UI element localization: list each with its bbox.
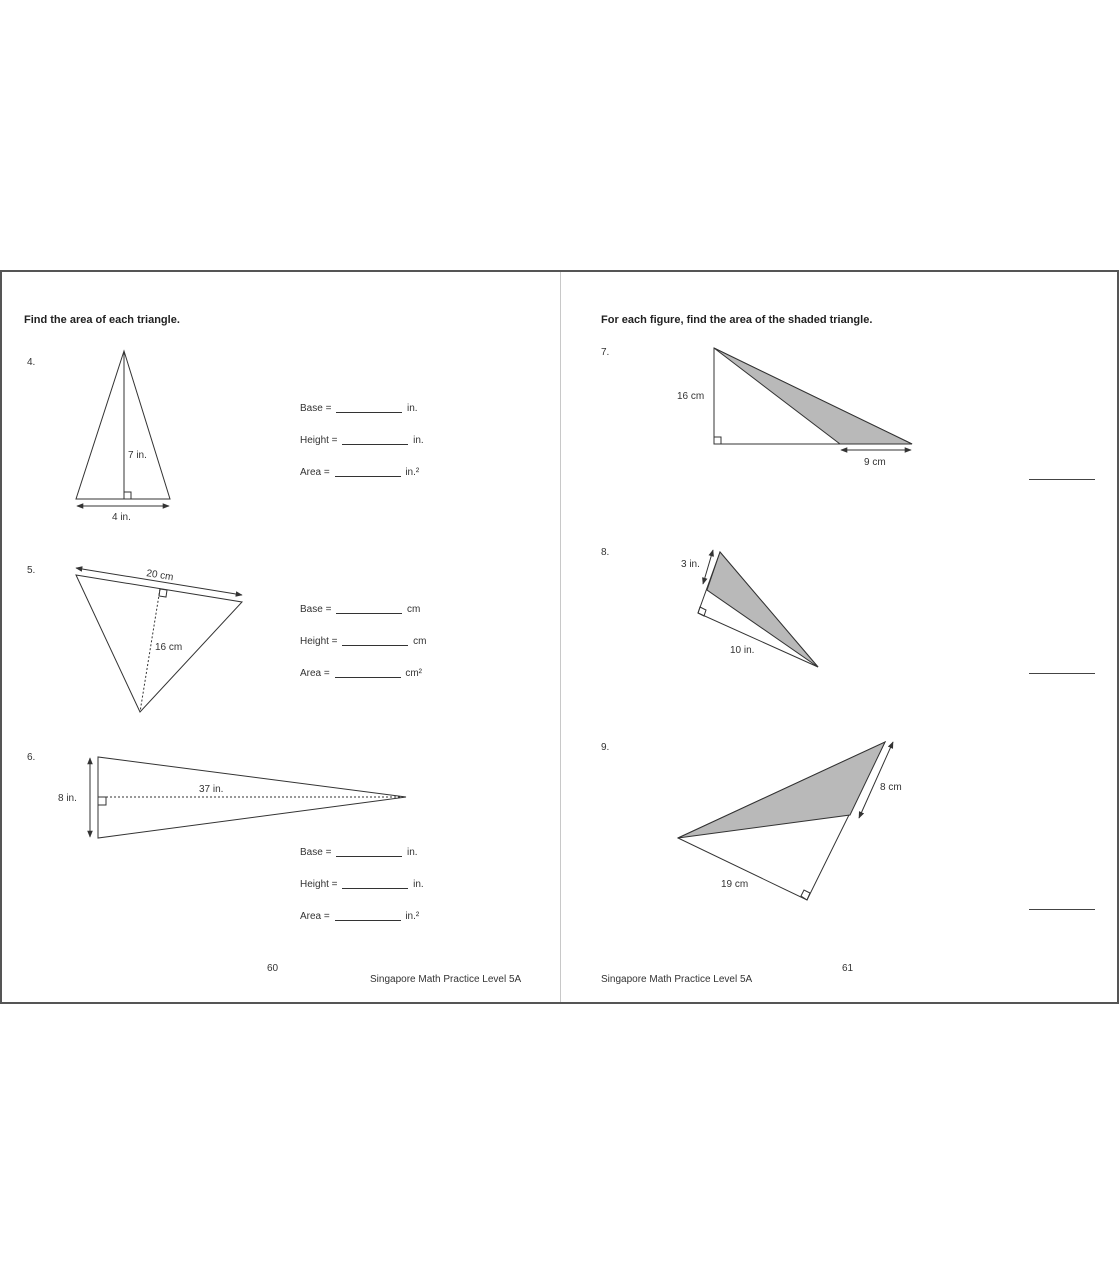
problem-4-base-label: 4 in. bbox=[112, 512, 131, 523]
height-unit: cm bbox=[413, 636, 427, 647]
height-unit: in. bbox=[413, 879, 424, 890]
left-page-number: 60 bbox=[267, 963, 279, 974]
area-unit: in.² bbox=[405, 467, 420, 478]
problem-5-base-label: 20 cm bbox=[145, 568, 175, 584]
problem-9-figure bbox=[678, 742, 893, 900]
base-unit: in. bbox=[406, 847, 418, 858]
height-label: Height = bbox=[300, 879, 338, 890]
problem-9-base-label: 19 cm bbox=[721, 879, 749, 890]
problem-6-height-label: 37 in. bbox=[199, 784, 224, 795]
right-page-number: 61 bbox=[842, 963, 854, 974]
right-page-footer: Singapore Math Practice Level 5A bbox=[601, 974, 753, 985]
problem-4-height-label: 7 in. bbox=[128, 450, 147, 461]
right-page-heading: For each figure, find the area of the shaded triangle. bbox=[601, 314, 873, 326]
height-label: Height = bbox=[300, 435, 338, 446]
area-label: Area = bbox=[300, 668, 330, 679]
problem-7-number: 7. bbox=[601, 347, 610, 358]
base-unit: in. bbox=[406, 403, 418, 414]
problem-8-side-label: 3 in. bbox=[681, 559, 700, 570]
problem-8-number: 8. bbox=[601, 547, 610, 558]
problem-4-triangle bbox=[76, 351, 170, 499]
problem-4-figure bbox=[76, 351, 170, 506]
base-label: Base = bbox=[300, 403, 332, 414]
base-label: Base = bbox=[300, 847, 332, 858]
problem-7-figure bbox=[714, 348, 912, 450]
problem-6-number: 6. bbox=[27, 752, 36, 763]
problem-5-height-label: 16 cm bbox=[155, 642, 183, 653]
problem-5-number: 5. bbox=[27, 565, 36, 576]
problem-8-base-label: 10 in. bbox=[730, 645, 755, 656]
area-label: Area = bbox=[300, 911, 330, 922]
area-unit: cm² bbox=[405, 668, 422, 679]
problem-9-shaded-triangle bbox=[678, 742, 885, 838]
problem-9-number: 9. bbox=[601, 742, 610, 753]
area-label: Area = bbox=[300, 467, 330, 478]
problem-8-figure bbox=[698, 550, 818, 667]
left-page-heading: Find the area of each triangle. bbox=[24, 314, 180, 326]
problem-7-base-label: 9 cm bbox=[864, 457, 886, 468]
left-page-footer: Singapore Math Practice Level 5A bbox=[370, 974, 522, 985]
problem-6-figure bbox=[90, 757, 406, 838]
height-unit: in. bbox=[413, 435, 424, 446]
base-label: Base = bbox=[300, 604, 332, 615]
area-unit: in.² bbox=[405, 911, 420, 922]
problem-4-number: 4. bbox=[27, 357, 36, 368]
height-label: Height = bbox=[300, 636, 338, 647]
problem-7-height-label: 16 cm bbox=[677, 391, 705, 402]
problem-5-figure bbox=[76, 568, 242, 712]
base-unit: cm bbox=[406, 604, 421, 615]
problem-6-side-label: 8 in. bbox=[58, 793, 77, 804]
problem-9-side-label: 8 cm bbox=[880, 782, 902, 793]
